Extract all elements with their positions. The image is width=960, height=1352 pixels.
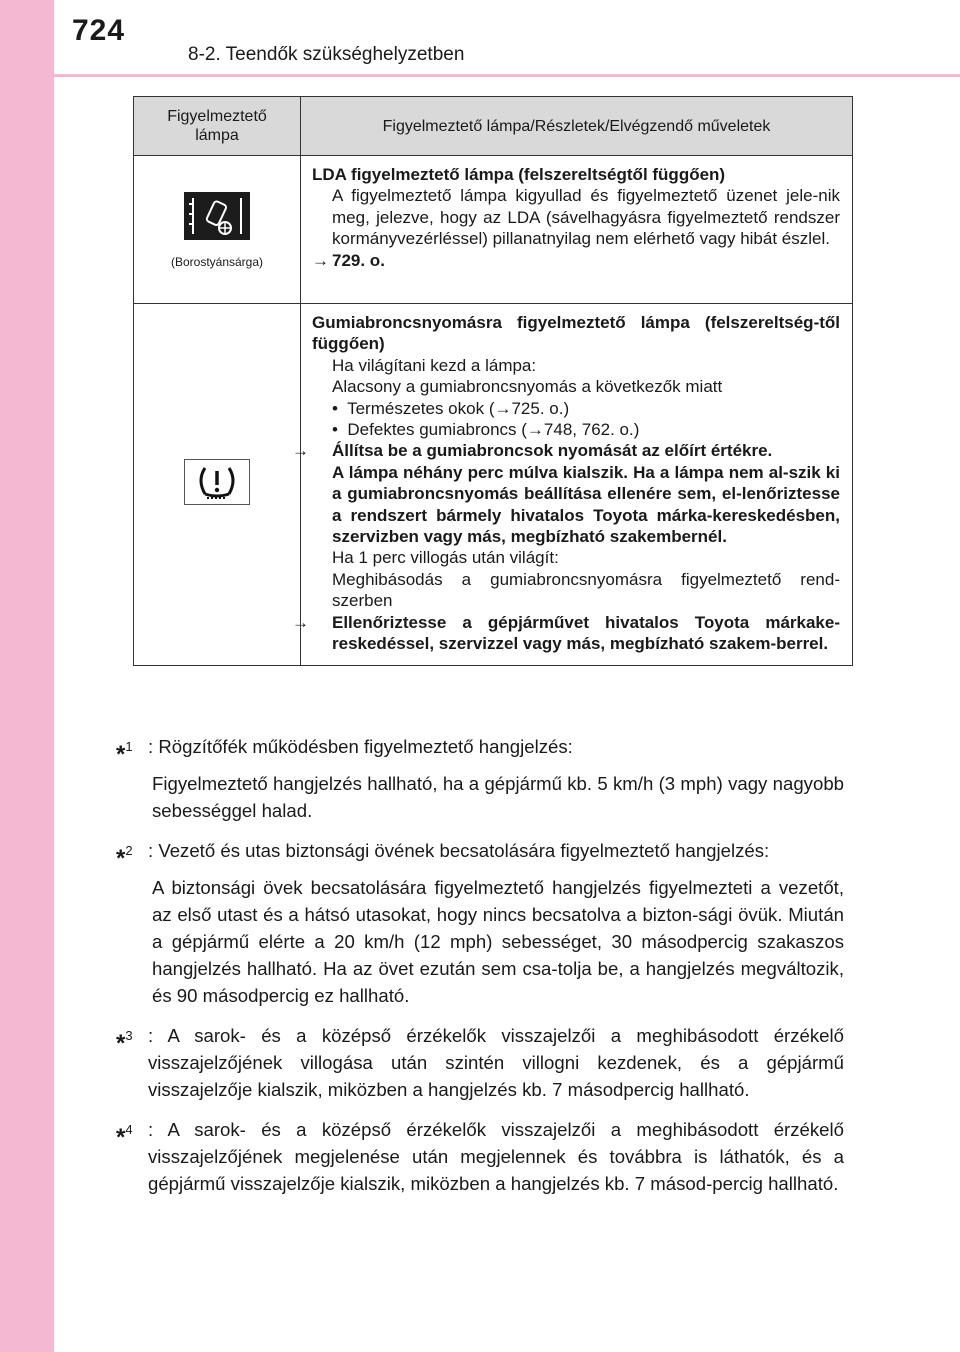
tire-title: Gumiabroncsnyomásra figyelmeztető lámpa (felszereltség-től függően) xyxy=(312,313,840,354)
footnotes xyxy=(116,733,844,1210)
lamp-cell xyxy=(134,156,301,304)
page-number: 724 xyxy=(72,14,126,47)
table-header-row xyxy=(134,97,853,156)
tire-line4: Meghibásodás a gumiabroncsnyomásra figyelmeztető rend-szerben xyxy=(332,569,840,611)
amber-color-label: (Borostyánsárga) xyxy=(170,254,264,269)
footnote-title: : Vezető és utas biztonsági övének becsatolására figyelmeztető hangjelzés: xyxy=(148,840,770,861)
footnote-title: : Rögzítőfék működésben figyelmeztető hangjelzés: xyxy=(148,736,573,757)
page-reference-link[interactable]: 729. o. xyxy=(332,250,385,270)
lamp-cell xyxy=(134,304,301,666)
footnote-4 xyxy=(116,1116,844,1197)
arrow-icon: → xyxy=(292,612,309,632)
footnote-marker: *$^1$ xyxy=(116,739,133,768)
table-row xyxy=(134,156,853,304)
lda-reference xyxy=(312,250,840,271)
section-title: 8-2. Teendők szükséghelyzetben xyxy=(188,44,465,65)
tire-line3: Ha 1 perc villogás után világít: xyxy=(332,548,559,568)
footnote-marker: *$^3$ xyxy=(116,1028,133,1057)
footnote-2 xyxy=(116,837,844,1009)
footnote-1 xyxy=(116,733,844,824)
arrow-icon: → xyxy=(312,250,329,270)
lda-warning-icon xyxy=(184,192,250,240)
footnote-marker: *$^4$ xyxy=(116,1122,133,1151)
tire-line2: Alacsony a gumiabroncsnyomás a következők miatt xyxy=(332,377,723,397)
tire-action1 xyxy=(292,440,840,461)
header-lamp: Figyelmeztető lámpa xyxy=(134,97,301,156)
table-row xyxy=(134,304,853,666)
tire-pressure-warning-icon xyxy=(184,459,250,505)
arrow-icon: → xyxy=(292,441,309,461)
tire-action1-body: A lámpa néhány perc múlva kialszik. Ha a lámpa nem al-szik ki a gumiabroncsnyomás beállítása ellenére sem, el-lenőriztesse a rendszert bármely hivatalos Toyota márka-kereskedésben, szervizben vagy más, megbízható szakembernél. xyxy=(332,462,840,547)
footnote-marker: *$^2$ xyxy=(116,843,133,872)
header-rule xyxy=(54,74,960,77)
tire-description xyxy=(292,304,853,666)
list-item: • Természetes okok (→725. o.) xyxy=(332,398,570,418)
footnote-body: A biztonsági övek becsatolására figyelmeztető hangjelzés figyelmezteti a vezetőt, az első utast és a hátsó utasokat, hogy nincs becsatolva a bizton-sági övük. Miután a gépjármű elérte a 20 km/h (12 mph) sebességet, 30 másodpercig szakaszos hangjelzés hallható. Ha az övet ezután sem csa-tolja be, a hangjelzés megváltozik, és 90 másodpercig ez hallható. xyxy=(152,877,844,1006)
footnote-text: : A sarok- és a középső érzékelők visszajelzői a meghibásodott érzékelő visszajelzőjének megjelenése után megjelennek és továbbra is láthatók, és a gépjármű visszajelzője kialszik, miközben a hangjelzés kb. 7 másod-percig hallható. xyxy=(148,1119,844,1194)
warning-lamp-table xyxy=(133,96,853,666)
action-heading: Állítsa be a gumiabroncsok nyomását az előírt értékre. xyxy=(332,441,773,461)
bullet-text: Defektes gumiabroncs (→748, 762. o.) xyxy=(347,420,640,440)
lda-text: A figyelmeztető lámpa kigyullad és figyelmeztető üzenet jele-nik meg, jelezve, hogy az LDA (sávelhagyásra figyelmeztető rendszer kormányvezérléssel) pillanatnyilag nem elérhető vagy hibát észlel. xyxy=(332,186,840,249)
bullet-text: Természetes okok (→725. o.) xyxy=(347,398,570,418)
side-color-band xyxy=(0,0,54,1352)
action-text: Ellenőriztesse a gépjárművet hivatalos Toyota márkake-reskedéssel, szervizzel vagy más, megbízható szakem-berrel. xyxy=(332,612,840,654)
list-item: • Defektes gumiabroncs (→748, 762. o.) xyxy=(332,420,640,440)
header-details: Figyelmeztető lámpa/Részletek/Elvégzendő műveletek xyxy=(301,97,853,156)
footnote-body: Figyelmeztető hangjelzés hallható, ha a gépjármű kb. 5 km/h (3 mph) vagy nagyobb sebességgel halad. xyxy=(152,773,844,821)
tire-action2 xyxy=(292,612,840,655)
lda-description xyxy=(301,156,853,304)
footnote-3 xyxy=(116,1022,844,1103)
tire-line1: Ha világítani kezd a lámpa: xyxy=(332,355,537,375)
lda-title: LDA figyelmeztető lámpa (felszereltségtől függően) xyxy=(312,165,726,184)
footnote-text: : A sarok- és a középső érzékelők visszajelzői a meghibásodott érzékelő visszajelzőjének villogása után szintén villogni kezdenek, és a gépjármű visszajelzője kialszik, miközben a hangjelzés kb. 7 másodpercig hallható. xyxy=(148,1025,844,1100)
